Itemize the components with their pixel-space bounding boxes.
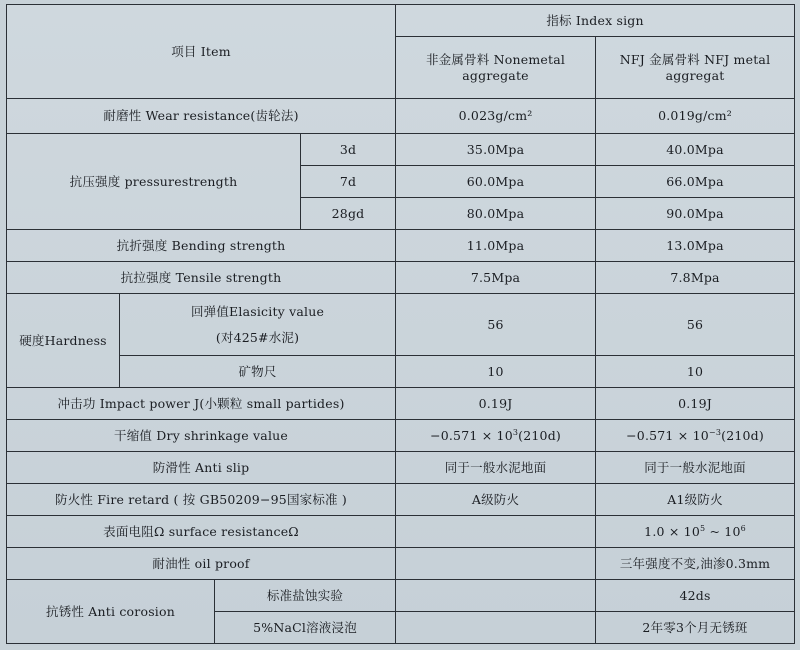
rebound-label: [120, 294, 396, 356]
shrinkage-b: $-0.571 \times 10^{-3}(210d)$: [596, 420, 795, 452]
header-item: 项目 Item: [7, 5, 396, 99]
mineral-b: 10: [596, 356, 795, 388]
anti-slip-label: 防滑性 Anti slip: [7, 452, 396, 484]
bending-a: 11.0Mpa: [396, 230, 596, 262]
fire-label: 防火性 Fire retard ( 按 GB50209−95国家标准 ): [7, 484, 396, 516]
table-row: [7, 388, 795, 420]
salt-test-label: 标准盐蚀实验: [215, 580, 396, 612]
tensile-label: 抗拉强度 Tensile strength: [7, 262, 396, 294]
spec-table: [6, 4, 795, 644]
oil-label: 耐油性 oil proof: [7, 548, 396, 580]
wear-label: 耐磨性 Wear resistance(齿轮法): [7, 99, 396, 134]
shrinkage-a: $-0.571 \times 10^3(210d)$: [396, 420, 596, 452]
pressure-a: 60.0Mpa: [396, 166, 596, 198]
tensile-a: 7.5Mpa: [396, 262, 596, 294]
corrosion-label: 抗锈性 Anti corosion: [7, 580, 215, 644]
bending-label: 抗折强度 Bending strength: [7, 230, 396, 262]
pressure-age: 3d: [301, 134, 396, 166]
table-row: [7, 516, 795, 548]
rebound-b: 56: [596, 294, 795, 356]
surface-a: [396, 516, 596, 548]
table-row: [7, 230, 795, 262]
nacl-b: 2年零3个月无锈斑: [596, 612, 795, 644]
header-col-b: NFJ 金属骨料 NFJ metal aggregat: [596, 37, 795, 99]
header-index: 指标 Index sign: [396, 5, 795, 37]
table-row: [7, 294, 795, 356]
mineral-a: 10: [396, 356, 596, 388]
impact-a: 0.19J: [396, 388, 596, 420]
nacl-a: [396, 612, 596, 644]
fire-a: A级防火: [396, 484, 596, 516]
pressure-b: 66.0Mpa: [596, 166, 795, 198]
table-row: [7, 356, 795, 388]
oil-a: [396, 548, 596, 580]
table-row: [7, 452, 795, 484]
salt-test-a: [396, 580, 596, 612]
rebound-line-1: 回弹值Elasicity value: [190, 303, 325, 319]
table-row: [7, 99, 795, 134]
pressure-age: 7d: [301, 166, 396, 198]
table-row: [7, 484, 795, 516]
impact-label: 冲击功 Impact power J(小颗粒 small partides): [7, 388, 396, 420]
pressure-age: 28gd: [301, 198, 396, 230]
surface-label: 表面电阻Ω surface resistanceΩ: [7, 516, 396, 548]
pressure-label: 抗压强度 pressurestrength: [7, 134, 301, 230]
shrinkage-label: 干缩值 Dry shrinkage value: [7, 420, 396, 452]
table-row: [7, 420, 795, 452]
pressure-a: 35.0Mpa: [396, 134, 596, 166]
table-row: [7, 262, 795, 294]
wear-a: 0.023g/cm²: [396, 99, 596, 134]
salt-test-b: 42ds: [596, 580, 795, 612]
tensile-b: 7.8Mpa: [596, 262, 795, 294]
pressure-b: 40.0Mpa: [596, 134, 795, 166]
rebound-line-2: (对425#水泥): [215, 329, 300, 345]
bending-b: 13.0Mpa: [596, 230, 795, 262]
header-col-a: 非金属骨料 Nonemetal aggregate: [396, 37, 596, 99]
table-row: [7, 548, 795, 580]
table-row: [7, 134, 795, 166]
anti-slip-b: 同于一般水泥地面: [596, 452, 795, 484]
anti-slip-a: 同于一般水泥地面: [396, 452, 596, 484]
hardness-label: 硬度Hardness: [7, 294, 120, 388]
impact-b: 0.19J: [596, 388, 795, 420]
spec-sheet: [6, 4, 794, 646]
mineral-label: 矿物尺: [120, 356, 396, 388]
rebound-a: 56: [396, 294, 596, 356]
surface-b: $1.0 \times 10^5$ ~ $10^6$: [596, 516, 795, 548]
table-row: [7, 580, 795, 612]
pressure-b: 90.0Mpa: [596, 198, 795, 230]
nacl-label: 5%NaCl溶液浸泡: [215, 612, 396, 644]
oil-b: 三年强度不变,油渗0.3mm: [596, 548, 795, 580]
wear-b: 0.019g/cm²: [596, 99, 795, 134]
fire-b: A1级防火: [596, 484, 795, 516]
pressure-a: 80.0Mpa: [396, 198, 596, 230]
